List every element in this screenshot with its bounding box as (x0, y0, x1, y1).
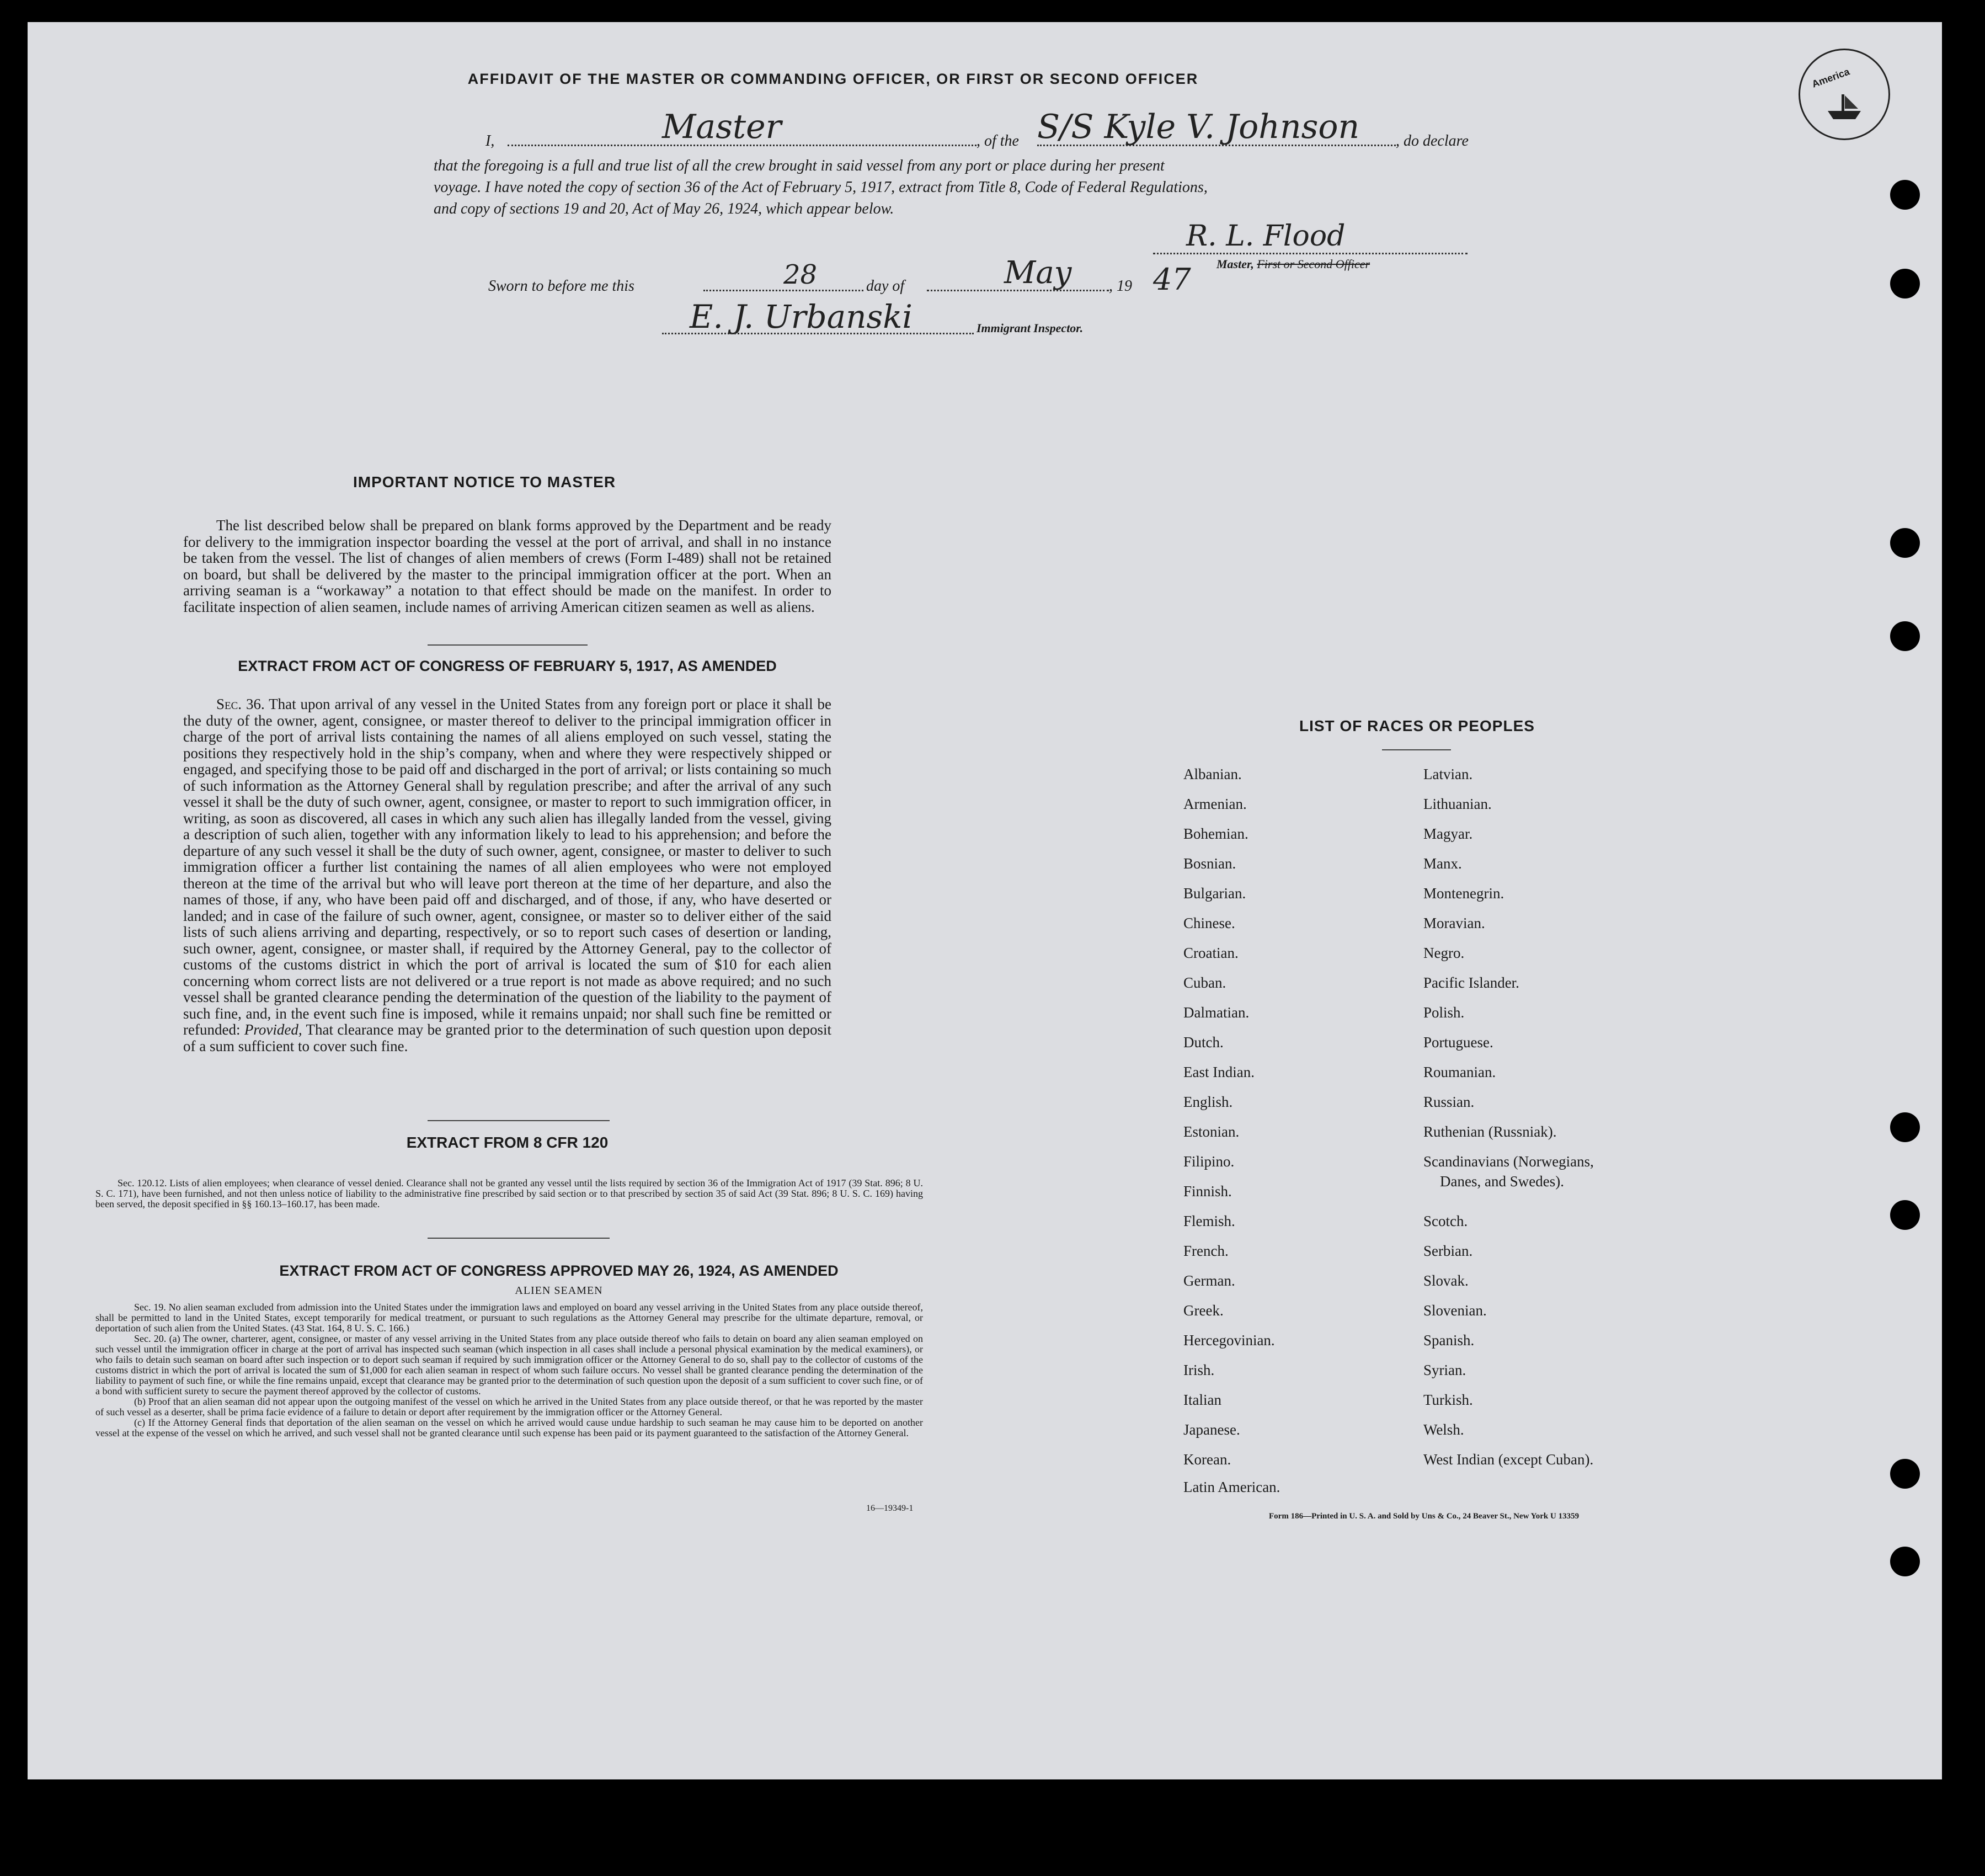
race-item: Slovak. (1423, 1272, 1469, 1289)
race-item: Lithuanian. (1423, 796, 1492, 812)
punch-hole (1890, 1112, 1920, 1142)
punch-hole (1890, 621, 1920, 651)
race-item: Dalmatian. (1183, 1004, 1250, 1021)
extract-cfr-text: Sec. 120.12. Lists of alien employees; when clearance of vessel denied. Clearance shall not be granted any vessel until the lists required by section 36 of the Immigration Act of 1917 (39 Stat. 896; 8 U. S. C. 171), have been furnished, and not then unless notice of liability to the administrative fine prescribed by said section or to that prescribed by section 35 of said Act (39 Stat. 896; 8 U. S. C. 169) having been served, the deposit specified in §§ 160.13–160.17, has been made. (95, 1177, 923, 1209)
punch-hole (1890, 180, 1920, 210)
race-item: Chinese. (1183, 915, 1235, 931)
extract-1917-text: Sec. 36. That upon arrival of any vessel in the United States from any foreign port or place it shall be the duty of the owner, agent, consignee, or master thereof to deliver to the principal immigration officer in charge of the port of arrival lists containing the names of all aliens employed on such vessel, stating the positions they respectively hold in the ship’s company, when and where they were respectively shipped or engaged, and specifying those to be paid off and discharged in the port of arrival; or lists containing so much of such information as the Attorney General shall by regulation prescribe; and after the arrival of any such vessel it shall be the duty of such owner, agent, consignee, or master to report to such immigration officer, in writing, as soon as discovered, all cases in which any such alien has illegally landed from the vessel, giving a description of such alien, together with any information likely to lead to his apprehension; and before the departure of any such vessel it shall be the duty of such owner, agent, consignee, or master to deliver to such immigration officer a further list containing the names of all alien employees who were not employed thereon at the time of the arrival but who will leave port thereon at the time of her departure, and also the names of those, if any, who have been paid off and discharged, and of those, if any, who have deserted or landed; and in case of the failure of such owner, agent, consignee, or master so to deliver either of the said lists of such aliens arriving and departing, respectively, or so to report such cases of desertion or landing, such owner, agent, consignee, or master shall, if required by the Attorney General, pay to the collector of customs of the customs district in which the port of arrival is located the sum of $10 for each alien concerning whom correct lists are not delivered or a true report is not made as above required; and no such vessel shall be granted clearance pending the determination of the question of the liability to the payment of such fine, and, in the event such fine is imposed, while it remains unpaid; nor shall such fine be remitted or refunded: Provided, That clearance may be granted prior to the determination of such question upon deposit of a sum sufficient to cover such fine. (183, 696, 832, 1054)
sec-20a: Sec. 20. (a) The owner, charterer, agent, consignee, or master of any vessel arriving in the United States from any place outside thereof who fails to detain on board any alien seaman employed on such vessel until the immigration officer in charge at the port of arrival has inspected such seaman (which inspection in all cases shall include a personal physical examination by the medical examiners), or who fails to detain such seaman on board after such inspection or to deport such seaman if required by such immigration officer or the Attorney General to do so, shall pay to the collector of customs of the customs district in which the port of arrival is located the sum of $1,000 for each alien seaman in respect of whom such failure occurs. No vessel shall be granted clearance pending the determination of the liability to payment of such fine, or while the fine remains unpaid, except that clearance may be granted prior to the determination of such question upon the deposit of a sum sufficient to cover such fine, or of a bond with sufficient surety to secure the payment thereof approved by the collector of customs. (95, 1333, 923, 1397)
race-item: Japanese. (1183, 1421, 1240, 1438)
race-item: Moravian. (1423, 915, 1485, 931)
race-item: Manx. (1423, 855, 1462, 872)
declare-label: , do declare (1396, 132, 1469, 150)
race-item: Irish. (1183, 1362, 1215, 1378)
race-item: Montenegrin. (1423, 885, 1504, 902)
race-item: Estonian. (1183, 1123, 1240, 1140)
struck-officer: First or Second Officer (1257, 257, 1370, 271)
race-item: Roumanian. (1423, 1064, 1496, 1080)
i-label: I, (485, 132, 495, 150)
notice-text: The list described below shall be prepared on blank forms approved by the Department and be ready for delivery to the immigration inspector boarding the vessel at the port of arrival, and shall in no instance be taken from the vessel. The list of changes of alien members of crews (Form I-489) shall not be retained on board, but shall be delivered by the master to the principal immigration officer at the port. When an arriving seaman is a “workaway” a notation to that effect should be made on the manifest. In order to facilitate inspection of alien seamen, include names of arriving American citizen seamen as well as aliens. (183, 517, 831, 615)
sec-20b: (b) Proof that an alien seaman did not appear upon the outgoing manifest of the vessel on which he arrived in the United States from any place outside thereof, or that he was reported by the master of such vessel as a deserter, shall be prima facie evidence of a failure to detain or deport after requirement by the immigration officer or the Attorney General. (95, 1396, 923, 1417)
race-item: Danes, and Swedes). (1440, 1173, 1564, 1190)
race-item: German. (1183, 1272, 1235, 1289)
race-item: Bohemian. (1183, 825, 1248, 842)
race-item: Greek. (1183, 1302, 1224, 1319)
races-title: LIST OF RACES OR PEOPLES (1299, 717, 1535, 734)
day-handwritten: 28 (783, 259, 818, 290)
race-item: Latin American. (1183, 1479, 1280, 1495)
race-item: Flemish. (1183, 1213, 1235, 1229)
race-item: Polish. (1423, 1004, 1465, 1021)
punch-hole (1890, 1200, 1920, 1230)
year-prefix: , 19 (1109, 278, 1132, 295)
printer-footer: Form 186—Printed in U. S. A. and Sold by Uns & Co., 24 Beaver St., New York U 13359 (1269, 1512, 1580, 1521)
race-item: English. (1183, 1094, 1233, 1110)
race-item: East Indian. (1183, 1064, 1255, 1080)
race-item: Filipino. (1183, 1153, 1235, 1170)
vessel-handwritten: S/S Kyle V. Johnson (1037, 108, 1360, 146)
race-item: Pacific Islander. (1423, 974, 1519, 991)
notice-title: IMPORTANT NOTICE TO MASTER (353, 473, 616, 491)
year-handwritten: 47 (1153, 262, 1191, 297)
race-item: Slovenian. (1423, 1302, 1487, 1319)
divider (428, 1120, 610, 1121)
extract-1917-title: EXTRACT FROM ACT OF CONGRESS OF FEBRUARY 5, 1917, AS AMENDED (238, 658, 777, 674)
sec-19: Sec. 19. No alien seaman excluded from admission into the United States under the immigration laws and employed on board any vessel arriving in the United States from any place outside thereof, shall be permitted to land in the United States, except temporarily for medical treatment, or pursuant to such regulations as the Attorney General may prescribe for the ultimate departure, removal, or deportation of such alien from the United States. (43 Stat. 164, 8 U. S. C. 166.) (95, 1302, 923, 1334)
inspector-line (662, 333, 974, 334)
signature-line (1153, 253, 1468, 254)
race-item: Welsh. (1423, 1421, 1464, 1438)
race-item: Serbian. (1423, 1243, 1473, 1259)
race-item: Armenian. (1183, 796, 1247, 812)
race-item: West Indian (except Cuban). (1423, 1451, 1594, 1468)
race-item: Croatian. (1183, 945, 1239, 961)
stamp-icon (1799, 49, 1890, 140)
form-number: 16—19349-1 (866, 1504, 914, 1513)
race-item: Cuban. (1183, 974, 1226, 991)
race-item: Hercegovinian. (1183, 1332, 1275, 1349)
of-the-label: , of the (977, 132, 1019, 150)
race-item: Scandinavians (Norwegians, (1423, 1153, 1594, 1170)
race-item: Magyar. (1423, 825, 1473, 842)
race-item: Spanish. (1423, 1332, 1475, 1349)
race-item: Latvian. (1423, 766, 1473, 782)
ship-icon (1825, 89, 1864, 122)
name-handwritten: Master (662, 108, 782, 146)
stamp-text: America (1810, 66, 1851, 90)
race-item: Bulgarian. (1183, 885, 1246, 902)
extract-1924-text (95, 1302, 923, 1438)
inspector-signature: E. J. Urbanski (690, 298, 913, 335)
divider (428, 1238, 610, 1239)
race-item: Russian. (1423, 1094, 1475, 1110)
race-item: Ruthenian (Russniak). (1423, 1123, 1557, 1140)
sec-20c: (c) If the Attorney General finds that deportation of the alien seaman on the vessel on which he arrived would cause undue hardship to such seaman he may cause him to be deported on another vessel at the expense of the vessel on which he arrived, and such vessel shall not be granted clearance until such expense has been paid or its payment guaranteed to the satisfaction of the Attorney General. (95, 1417, 923, 1438)
race-item: Albanian. (1183, 766, 1242, 782)
punch-hole (1890, 1547, 1920, 1576)
race-item: Negro. (1423, 945, 1465, 961)
race-item: Syrian. (1423, 1362, 1466, 1378)
extract-cfr-title: EXTRACT FROM 8 CFR 120 (406, 1134, 609, 1151)
punch-hole (1890, 1459, 1920, 1489)
extract-1924-title: EXTRACT FROM ACT OF CONGRESS APPROVED MAY 26, 1924, AS AMENDED (279, 1262, 839, 1279)
race-item: Finnish. (1183, 1183, 1232, 1200)
race-item: Korean. (1183, 1451, 1231, 1468)
month-handwritten: May (1004, 255, 1072, 291)
race-item: Bosnian. (1183, 855, 1236, 872)
affidavit-line-3: and copy of sections 19 and 20, Act of May 26, 1924, which appear below. (434, 200, 894, 217)
alien-seamen-subtitle: ALIEN SEAMEN (515, 1285, 603, 1297)
punch-hole (1890, 269, 1920, 299)
master-caption: Master, First or Second Officer (1216, 257, 1370, 271)
race-item: French. (1183, 1243, 1229, 1259)
affidavit-line-1: that the foregoing is a full and true list of all the crew brought in said vessel from any port or place during her present (434, 157, 1165, 174)
race-item: Turkish. (1423, 1392, 1473, 1408)
divider (1382, 749, 1451, 750)
race-item: Portuguese. (1423, 1034, 1493, 1051)
affidavit-line-2: voyage. I have noted the copy of section 36 of the Act of February 5, 1917, extract from Title 8, Code of Federal Regulations, (434, 179, 1208, 196)
race-item: Italian (1183, 1392, 1221, 1408)
divider (428, 644, 588, 646)
day-of-label: day of (866, 278, 905, 295)
punch-hole (1890, 528, 1920, 558)
inspector-caption: Immigrant Inspector. (977, 321, 1084, 335)
race-item: Dutch. (1183, 1034, 1224, 1051)
master-signature: R. L. Flood (1186, 220, 1346, 253)
affidavit-heading: AFFIDAVIT OF THE MASTER OR COMMANDING OFFICER, OR FIRST OR SECOND OFFICER (467, 71, 1199, 87)
race-item: Scotch. (1423, 1213, 1468, 1229)
sworn-label: Sworn to before me this (488, 278, 634, 295)
